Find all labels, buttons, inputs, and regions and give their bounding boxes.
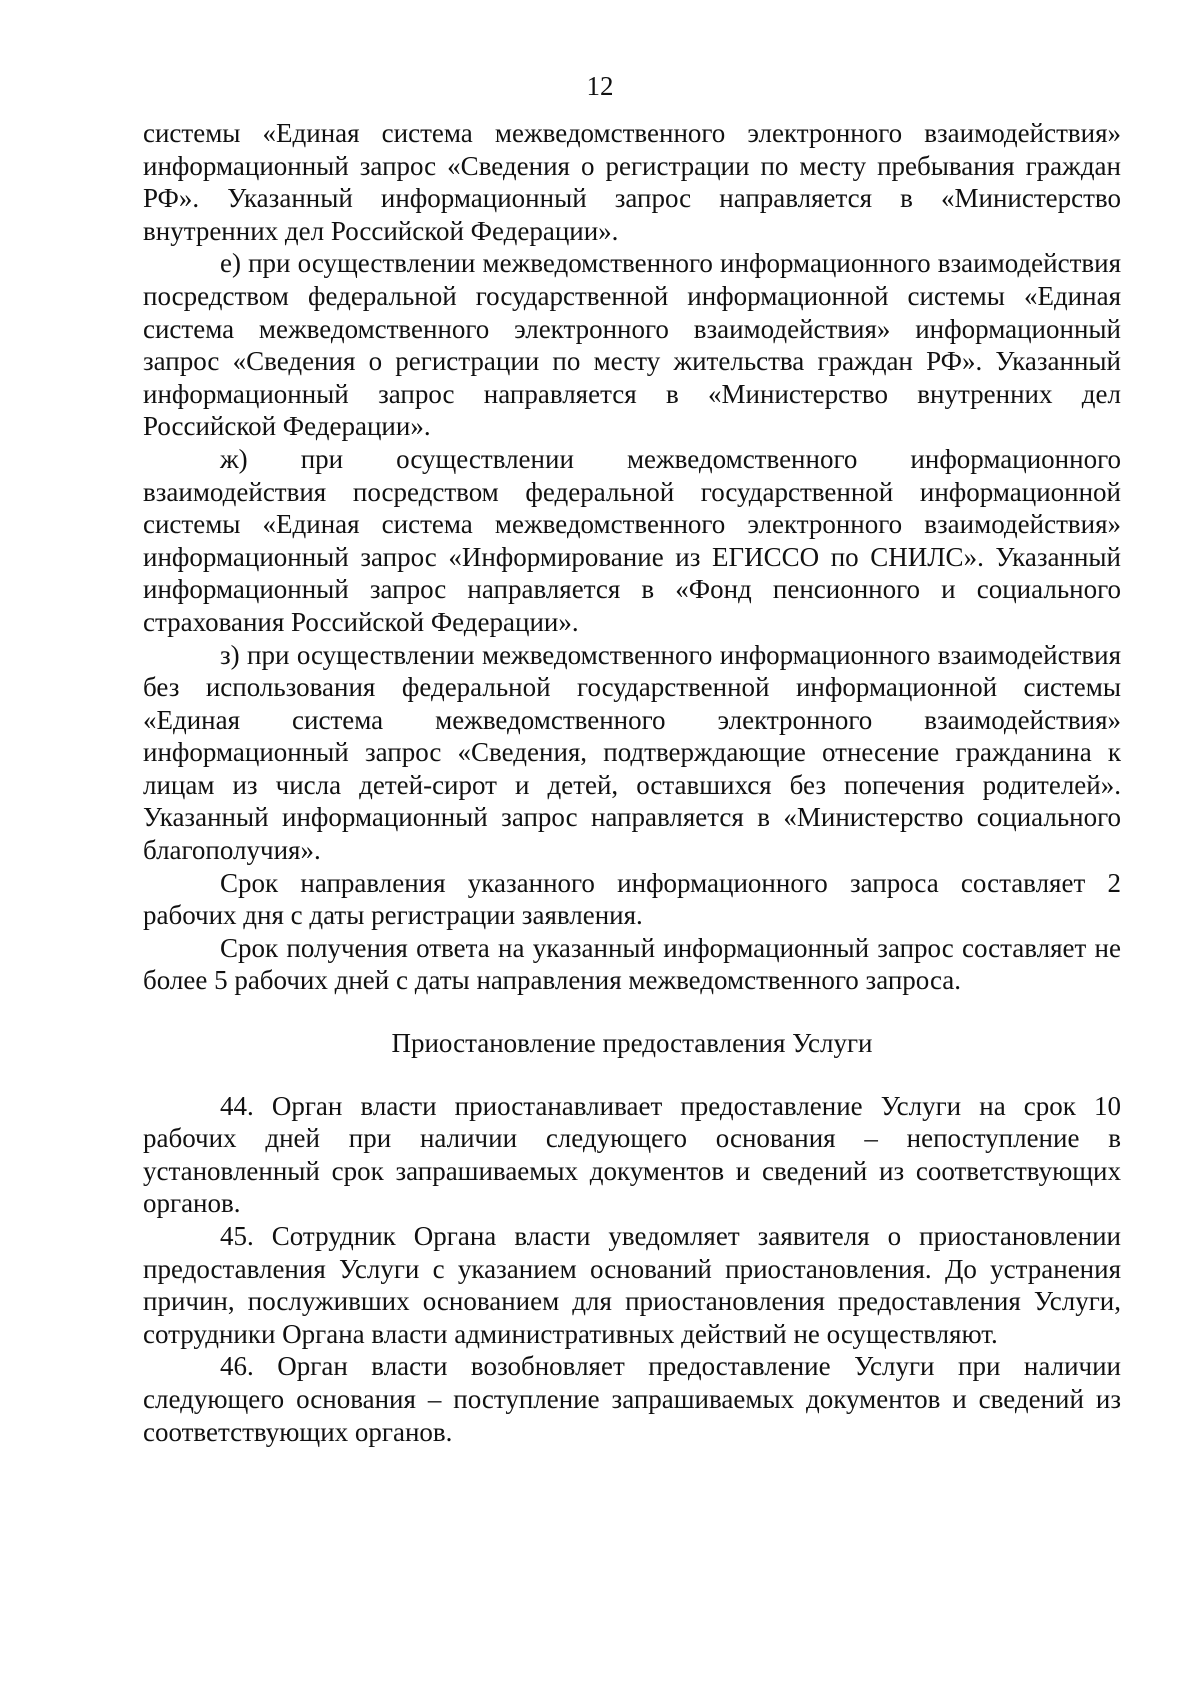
paragraph-item-e: е) при осуществлении межведомственного информационного взаимодействия посредством федеральной государственной информационной системы «Единая система межведомственного электронного взаимодействия» информационный запрос «Сведения о регистрации по месту жительства граждан РФ». Указанный информационный запрос направляется в «Министерство внутренних дел Российской Федерации». (143, 248, 1121, 442)
paragraph-item-zh: ж) при осуществлении межведомственного информационного взаимодействия посредством федеральной государственной информационной системы «Единая система межведомственного электронного взаимодействия» информационный запрос «Информирование из ЕГИССО по СНИЛС». Указанный информационный запрос направляется в «Фонд пенсионного и социального страхования Российской Федерации». (143, 443, 1121, 637)
paragraph-45: 45. Сотрудник Органа власти уведомляет заявителя о приостановлении предоставления Услуги с указанием оснований приостановления. До устранения причин, послуживших основанием для приостановления предоставления Услуги, сотрудники Органа власти административных действий не осуществляют. (143, 1221, 1121, 1349)
paragraph-request-deadline: Срок направления указанного информационного запроса составляет 2 рабочих дня с даты регистрации заявления. (143, 867, 1121, 931)
paragraph-44: 44. Орган власти приостанавливает предоставление Услуги на срок 10 рабочих дней при наличии следующего основания – непоступление в установленный срок запрашиваемых документов и сведений из соответствующих органов. (143, 1090, 1121, 1219)
paragraph-46: 46. Орган власти возобновляет предоставление Услуги при наличии следующего основания – поступление запрашиваемых документов и сведений из соответствующих органов. (143, 1351, 1121, 1447)
document-body (143, 117, 1121, 1448)
section-heading: Приостановление предоставления Услуги (391, 1028, 873, 1059)
paragraph-response-deadline: Срок получения ответа на указанный информационный запрос составляет не более 5 рабочих дней с даты направления межведомственного запроса. (143, 932, 1121, 996)
page-number: 12 (586, 71, 614, 101)
paragraph-item-z: з) при осуществлении межведомственного информационного взаимодействия без использования федеральной государственной информационной системы «Единая система межведомственного электронного взаимодействия» информационный запрос «Сведения, подтверждающие отнесение гражданина к лицам из числа детей-сирот и детей, оставшихся без попечения родителей». Указанный информационный запрос направляется в «Министерство социального благополучия». (143, 639, 1121, 866)
paragraph-continuation: системы «Единая система межведомственного электронного взаимодействия» информационный запрос «Сведения о регистрации по месту пребывания граждан РФ». Указанный информационный запрос направляется в «Министерство внутренних дел Российской Федерации». (143, 118, 1121, 246)
